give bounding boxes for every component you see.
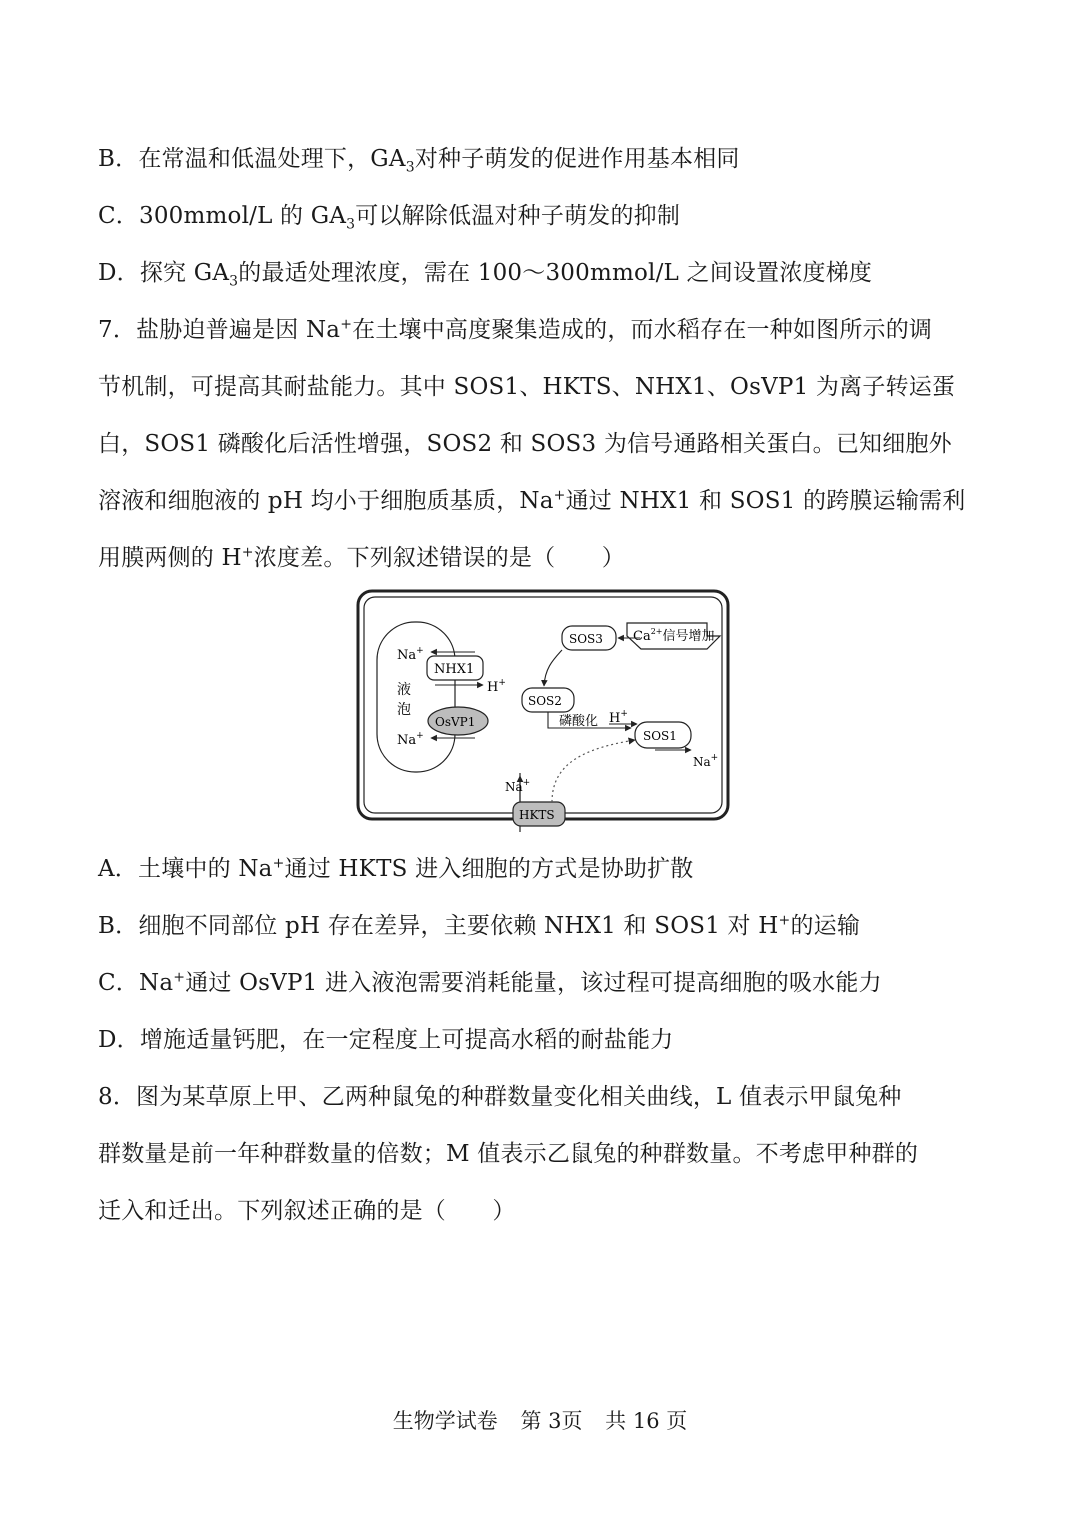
sos1-na-label: Na+ xyxy=(693,753,719,769)
osvp1-label: OsVP1 xyxy=(435,715,476,729)
sos2-label: SOS2 xyxy=(528,694,562,708)
hkts-label: HKTS xyxy=(519,808,555,822)
q8-stem-line-1: 8．图为某草原上甲、乙两种鼠兔的种群数量变化相关曲线，L 值表示甲鼠兔种 xyxy=(98,1084,902,1110)
q7-stem-line-1: 7．盐胁迫普遍是因 Na+在土壤中高度聚集造成的，而水稻存在一种如图所示的调 xyxy=(98,316,933,343)
q7-option-c: C．Na+通过 OsVP1 进入液泡需要消耗能量，该过程可提高细胞的吸水能力 xyxy=(98,969,882,996)
q8-stem-line-2: 群数量是前一年种群数量的倍数；M 值表示乙鼠兔的种群数量。不考虑甲种群的 xyxy=(98,1141,919,1167)
q8-stem-line-3: 迁入和迁出。下列叙述正确的是（ ） xyxy=(98,1198,516,1224)
q7-option-b: B．细胞不同部位 pH 存在差异，主要依赖 NHX1 和 SOS1 对 H+的运输 xyxy=(98,912,861,939)
nhx1-na-label: Na+ xyxy=(397,646,424,663)
q7-stem-line-3: 白，SOS1 磷酸化后活性增强，SOS2 和 SOS3 为信号通路相关蛋白。已知细胞外 xyxy=(98,431,952,457)
vacuole-label-1: 液 xyxy=(397,682,411,698)
sos3-label: SOS3 xyxy=(569,632,603,646)
ca-signal-label: $Ca^{2+}$信号增加 xyxy=(633,627,715,644)
hkts-na-label: Na+ xyxy=(505,778,531,794)
hkts-to-sos1-dotted-arrow xyxy=(552,740,635,802)
nhx1-h-label: H+ xyxy=(487,678,506,695)
vacuole-label-2: 泡 xyxy=(397,702,411,718)
q7-option-a: A．土壤中的 Na+通过 HKTS 进入细胞的方式是协助扩散 xyxy=(98,855,694,882)
footer-subject: 生物学试卷 xyxy=(392,1409,498,1433)
nhx1-label: NHX1 xyxy=(434,662,475,677)
page-footer xyxy=(0,1406,1080,1436)
q6-option-d: D．探究 $GA_3$的最适处理浓度，需在 100～300mmol/L 之间设置浓度梯度 xyxy=(98,260,873,290)
phosphorylation-label: 磷酸化 xyxy=(559,714,599,729)
q6-option-c: C．300mmol/L 的 $GA_3$可以解除低温对种子萌发的抑制 xyxy=(98,203,681,233)
osvp1-na-label: Na+ xyxy=(397,731,424,748)
q7-option-d: D．增施适量钙肥，在一定程度上可提高水稻的耐盐能力 xyxy=(98,1027,674,1053)
q7-stem-line-5: 用膜两侧的 H+浓度差。下列叙述错误的是（ ） xyxy=(98,544,625,571)
q7-stem-line-2: 节机制，可提高其耐盐能力。其中 SOS1、HKTS、NHX1、OsVP1 为离子转运蛋 xyxy=(98,374,956,400)
sos3-to-sos2-arrow xyxy=(544,650,562,686)
q7-stem-line-4: 溶液和细胞液的 pH 均小于细胞质基质，Na+通过 NHX1 和 SOS1 的跨膜运输需利 xyxy=(98,487,966,514)
cell-transport-diagram xyxy=(355,588,735,838)
vacuole xyxy=(377,622,455,772)
sos1-label: SOS1 xyxy=(643,729,677,743)
sos1-h-label: H+ xyxy=(609,709,628,726)
footer-page-number: 第 3页 xyxy=(520,1409,583,1433)
footer-total-pages: 共 16 页 xyxy=(605,1409,688,1433)
q6-option-b: B．在常温和低温处理下，$GA_3$对种子萌发的促进作用基本相同 xyxy=(98,146,740,176)
